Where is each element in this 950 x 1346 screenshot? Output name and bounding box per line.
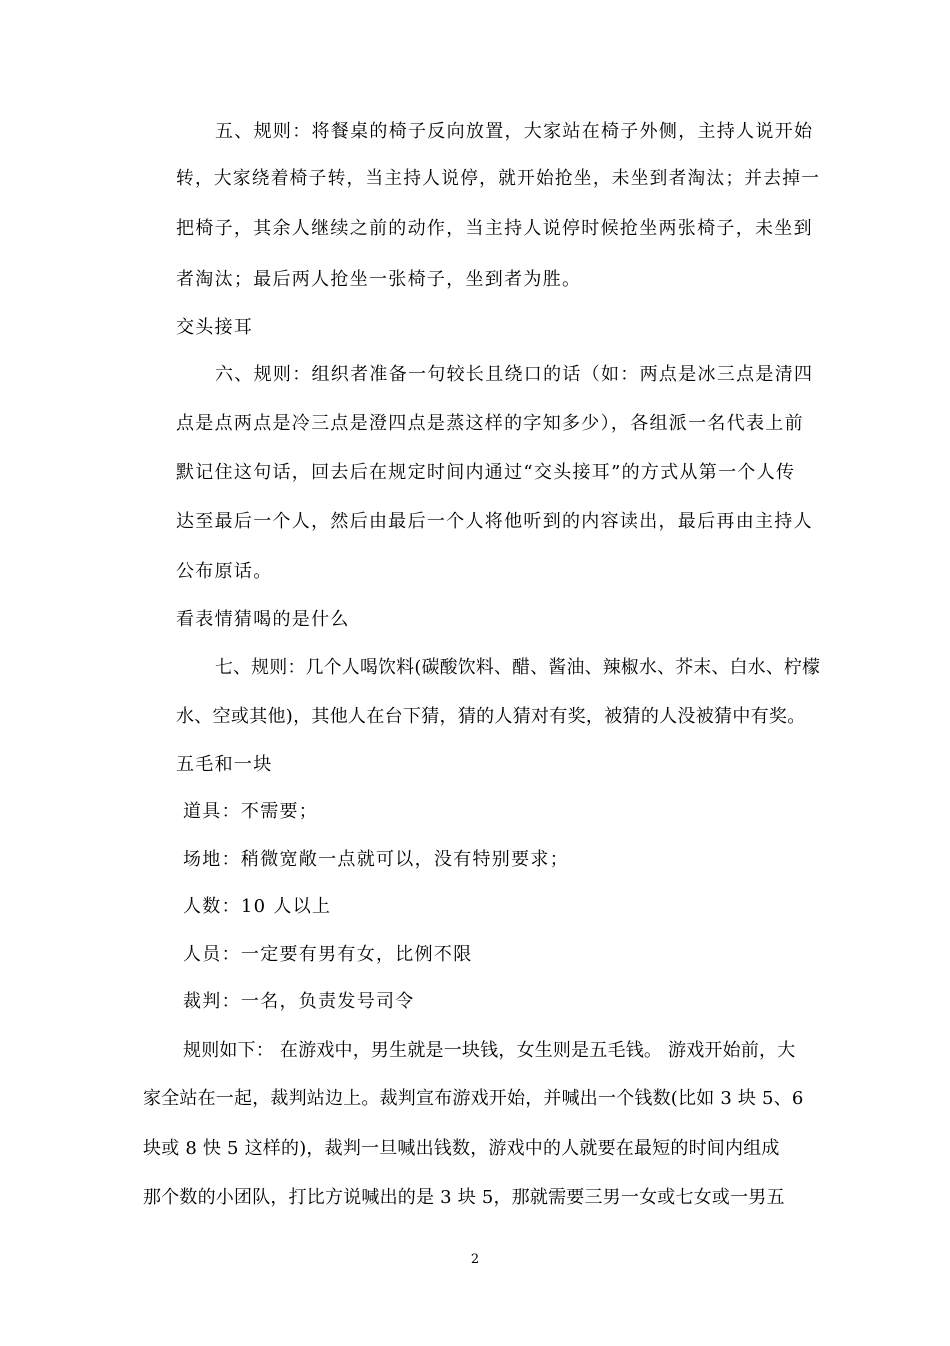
text-line: 达至最后一个人，然后由最后一个人将他听到的内容读出，最后再由主持人 (176, 511, 813, 532)
text-line: 规则如下： 在游戏中，男生就是一块钱，女生则是五毛钱。 游戏开始前，大 (183, 1040, 796, 1061)
text-line: 五、规则：将餐桌的椅子反向放置，大家站在椅子外侧，主持人说开始 (215, 121, 814, 142)
page-number: 2 (470, 1252, 480, 1267)
props-line: 道具：不需要； (183, 801, 319, 822)
text-line: 块或 8 快 5 这样的)，裁判一旦喊出钱数，游戏中的人就要在最短的时间内组成 (143, 1138, 780, 1159)
text-line: 公布原话。 (176, 561, 273, 582)
referee-line: 裁判：一名，负责发号司令 (183, 991, 415, 1012)
text-line: 点是点两点是冷三点是澄四点是蒸这样的字知多少），各组派一名代表上前 (176, 413, 804, 434)
heading-coins-game: 五毛和一块 (176, 754, 273, 775)
text-line: 七、规则：几个人喝饮料(碳酸饮料、醋、酱油、辣椒水、芥末、白水、柠檬 (215, 657, 821, 678)
heading-guess-drink: 看表情猜喝的是什么 (176, 609, 350, 630)
text-line: 六、规则：组织者准备一句较长且绕口的话（如：两点是冰三点是清四 (215, 364, 814, 385)
text-line: 家全站在一起，裁判站边上。裁判宣布游戏开始，并喊出一个钱数(比如 3 块 5、6 (143, 1088, 804, 1109)
members-line: 人员：一定要有男有女，比例不限 (183, 944, 473, 965)
venue-line: 场地：稍微宽敞一点就可以，没有特别要求； (183, 849, 569, 870)
text-line: 水、空或其他)，其他人在台下猜，猜的人猜对有奖，被猜的人没被猜中有奖。 (176, 706, 806, 727)
headcount-line: 人数：10 人以上 (183, 896, 332, 917)
text-line: 转，大家绕着椅子转，当主持人说停，就开始抢坐，未坐到者淘汰；并去掉一 (176, 168, 821, 189)
text-line: 把椅子，其余人继续之前的动作，当主持人说停时候抢坐两张椅子，未坐到 (176, 218, 813, 239)
heading-whisper-game: 交头接耳 (176, 317, 254, 338)
text-line: 者淘汰；最后两人抢坐一张椅子，坐到者为胜。 (176, 269, 582, 290)
text-line: 那个数的小团队，打比方说喊出的是 3 块 5，那就需要三男一女或七女或一男五 (143, 1187, 785, 1208)
text-line: 默记住这句话，回去后在规定时间内通过“交头接耳”的方式从第一个人传 (176, 462, 796, 483)
